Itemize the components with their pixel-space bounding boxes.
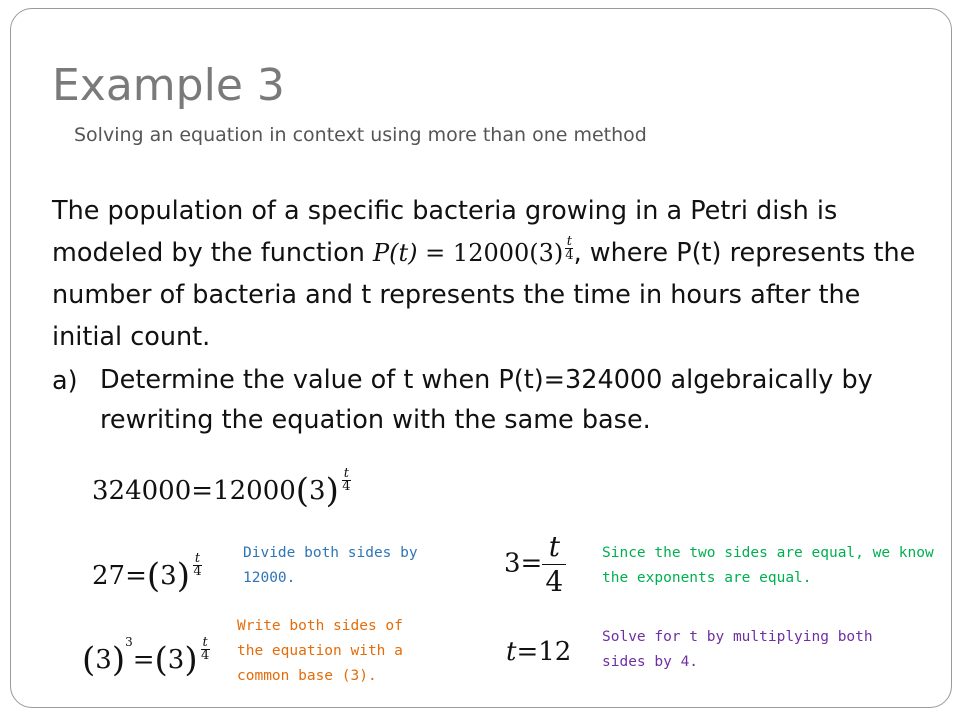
- exponent-denominator: 4: [565, 248, 574, 263]
- eq4-lhs: 3: [504, 548, 521, 579]
- eq1-coefficient: 12000: [213, 476, 296, 506]
- part-a-question: Determine the value of t when P(t)=324000 algebraically by rewriting the equation with the same base.: [100, 365, 873, 435]
- equation-step-4: [504, 530, 566, 599]
- intro-text-after: , where P(t) represents the number of bacteria and t represents the time in hours after the initial count.: [52, 238, 916, 352]
- problem-intro: [52, 190, 922, 358]
- note-solve: Solve for t by multiplying both sides by 4.: [602, 629, 873, 670]
- function-base: (3): [529, 239, 564, 267]
- eq3-exp-den: 4: [200, 648, 210, 663]
- eq4-numerator: t: [548, 530, 560, 563]
- eq2-base: 3: [160, 561, 177, 591]
- eq2-equals: =: [125, 561, 147, 591]
- eq1-exponent: [342, 468, 351, 493]
- function-equals: =: [425, 239, 446, 267]
- eq1-equals: =: [191, 476, 214, 506]
- function-coefficient: 12000: [452, 239, 530, 267]
- eq4-equals: =: [520, 548, 543, 579]
- eq3-exp-num: t: [202, 635, 208, 650]
- exponent-numerator: t: [566, 234, 573, 249]
- part-a-label: a): [52, 366, 78, 396]
- function-exponent: [565, 236, 573, 261]
- eq4-fraction: [542, 530, 566, 599]
- eq3-left-base: 3: [95, 645, 112, 675]
- eq1-exp-den: 4: [342, 479, 351, 494]
- eq3-equals: =: [132, 645, 155, 675]
- problem-statement: [52, 190, 922, 440]
- eq1-exp-num: t: [343, 466, 349, 481]
- function-lhs: P(t): [373, 239, 418, 267]
- eq5-rhs: 12: [538, 637, 572, 667]
- eq3-right-base: 3: [167, 645, 185, 675]
- note-exponents-equal: Since the two sides are equal, we know the exponents are equal.: [602, 545, 934, 586]
- equation-step-1: 324000=12000(3) $\frac{t}{4}$: [92, 466, 351, 511]
- eq2-exp-num: t: [194, 551, 201, 566]
- eq2-lhs: 27: [92, 561, 126, 591]
- slide-title: Example 3: [52, 60, 285, 111]
- slide-subtitle: Solving an equation in context using more than one method: [74, 124, 647, 146]
- eq1-lhs: 324000: [92, 476, 192, 506]
- equation-step-3: $(3)^3=(3)$ $\frac{t}{4}$: [82, 635, 210, 680]
- note-divide: Divide both sides by 12000.: [243, 545, 418, 586]
- equation-step-2: 27=(3) $\frac{t}{4}$: [92, 551, 202, 596]
- function-formula: [373, 234, 574, 267]
- note-common-base: Write both sides of the equation with a common base (3).: [237, 618, 403, 684]
- eq2-exp-den: 4: [193, 564, 202, 579]
- eq5-lhs: t: [506, 637, 517, 667]
- eq5-equals: =: [516, 637, 539, 667]
- eq3-left-exponent: 3: [125, 635, 133, 649]
- eq3-exponent: [201, 637, 210, 662]
- part-a: [52, 360, 922, 440]
- equation-step-5: [506, 637, 571, 667]
- eq4-denominator: 4: [545, 565, 564, 598]
- eq2-exponent: [193, 553, 202, 578]
- eq1-base: 3: [309, 476, 326, 506]
- intro-text-before: The population of a specific bacteria growing in a Petri dish is modeled by the function: [52, 196, 838, 268]
